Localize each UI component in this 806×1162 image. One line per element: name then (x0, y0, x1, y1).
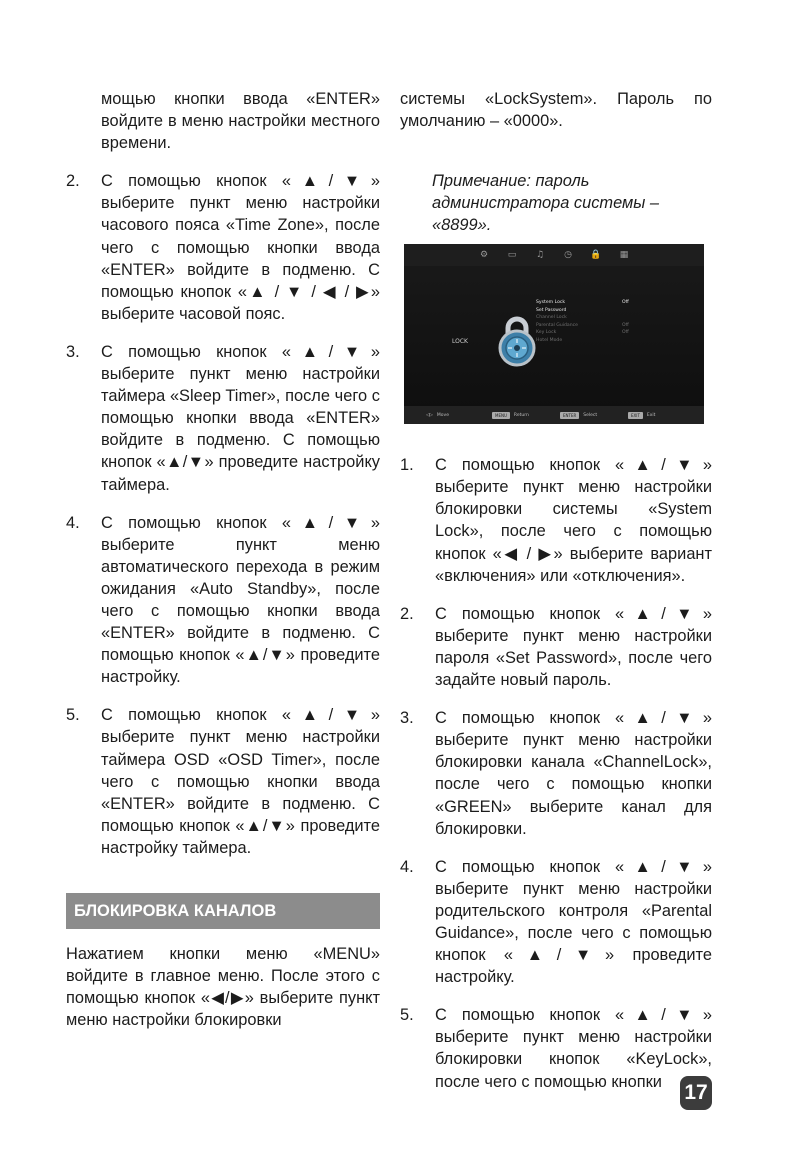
tv-screen-icon: ▭ (507, 250, 517, 261)
list-item-number: 1. (400, 456, 414, 475)
tv-menu-item-hotel-mode[interactable] (536, 337, 646, 345)
list-item-text: С помощью кнопок «▲/▼» выберите пункт меню настройки блокировки кнопок «KeyLock», после чего с помощью кнопки (435, 1006, 712, 1091)
tv-hint-select (560, 412, 597, 419)
tv-menu-item-channel-lock[interactable] (536, 314, 646, 322)
list-item-number: 2. (66, 172, 80, 191)
list-item-text: С помощью кнопок «▲/▼» выберите пункт меню настройки родительского контроля «Parental Guidance», после чего с помощью кнопок «▲/▼» проведите настройку. (435, 857, 712, 987)
tv-menu-item-system-lock[interactable] (536, 299, 646, 307)
tv-menu-item-value (622, 337, 646, 345)
tv-menu-item-label: Set Password (536, 307, 567, 313)
padlock-icon (494, 312, 540, 368)
list-item (400, 1004, 712, 1092)
list-item-text: С помощью кнопок «▲/▼» выберите пункт меню настройки таймера OSD «OSD Timer», после чего с помощью кнопки ввода «ENTER» войдите в подменю. С помощью кнопок «▲/▼» проведите настройку таймера. (101, 706, 380, 857)
tv-sound-icon: ♫ (535, 250, 545, 261)
list-item-number: 3. (66, 342, 80, 361)
tv-menu-item-label: Parental Guidance (536, 322, 578, 328)
tv-menu-item-label: Key Lock (536, 330, 557, 336)
tv-menu-item-key-lock[interactable] (536, 329, 646, 337)
page-number-badge: 17 (680, 1076, 712, 1110)
tv-clock-icon: ◷ (564, 250, 572, 261)
tv-menu-item-value: Off (622, 322, 629, 328)
list-item (66, 341, 380, 496)
section-intro-text: Нажатием кнопки меню «MENU» войдите в главное меню. После этого с помощью кнопок «◀/▶» выберите пункт меню настройки блокировки (66, 945, 380, 1030)
tv-menu-item-value (622, 307, 646, 315)
tv-hint-bar (404, 406, 704, 424)
tv-lock-icon: 🔒 (590, 250, 602, 261)
left-column (66, 88, 380, 1031)
section-heading: БЛОКИРОВКА КАНАЛОВ (66, 893, 380, 929)
tv-menu-item-value (622, 314, 646, 322)
right-column (400, 88, 712, 1109)
list-item-number: 5. (66, 706, 80, 725)
tv-hint-label: Return (513, 412, 529, 418)
tv-move-arrows-icon: ◁▷ (426, 412, 433, 418)
tv-picture-settings-icon: ⚙ (479, 250, 489, 261)
list-item-text: С помощью кнопок «▲/▼» выберите пункт меню настройки пароля «Set Password», после чего задайте новый пароль. (435, 604, 712, 690)
list-item (66, 170, 380, 325)
list-item (66, 704, 380, 859)
tv-menu-item-label: Channel Lock (536, 315, 567, 321)
list-item-text: С помощью кнопок «▲/▼» выберите пункт меню автоматического перехода в режим ожидания «Auto Standby», после чего с помощью кнопки ввода «ENTER» войдите в подменю. С помощью кнопок «▲/▼» проведите настройку. (101, 513, 380, 687)
list-item (66, 512, 380, 689)
list-item-text: С помощью кнопок «▲/▼» выберите пункт меню настройки блокировки канала «ChannelLock», после чего с помощью кнопки «GREEN» выберите канал для блокировки. (435, 709, 712, 838)
list-item (400, 707, 712, 840)
list-item-text: С помощью кнопок «▲/▼» выберите пункт меню настройки часового пояса «Time Zone», после чего с помощью кнопки ввода «ENTER» войдите в подменю. С помощью кнопок «▲ / ▼ / ◀ / ▶» выберите часовой пояс. (101, 172, 380, 323)
list-item-number: 3. (400, 709, 414, 728)
left-intro-text: мощью кнопки ввода «ENTER» войдите в меню настройки местного времени. (101, 90, 380, 153)
tv-menu-item-value: Off (622, 300, 629, 306)
list-item (400, 603, 712, 691)
right-intro-text: системы «LockSystem». Пароль по умолчанию – «0000». (400, 90, 712, 131)
tv-menu-item-set-password[interactable] (536, 307, 646, 315)
list-item (400, 454, 712, 587)
list-item (400, 856, 712, 989)
tv-lock-menu-list (536, 299, 646, 344)
list-item-text: С помощью кнопок «▲/▼» выберите пункт меню настройки блокировки системы «System Lock», после чего с помощью кнопок «◀ / ▶» выберите вариант «включения» или «отключения». (435, 456, 712, 585)
tv-hint-move (426, 413, 449, 418)
tv-hint-return (492, 412, 529, 419)
tv-menu-item-label: System Lock (536, 300, 566, 306)
tv-hint-label: Select (583, 412, 598, 418)
list-item-number: 4. (400, 857, 414, 876)
list-item-number: 5. (400, 1006, 414, 1025)
tv-menu-item-label: Hotel Mode (536, 337, 563, 343)
tv-hint-label: Move (436, 412, 449, 418)
tv-lock-menu-screenshot (404, 244, 704, 424)
tv-hint-exit (628, 412, 655, 419)
tv-enter-key: ENTER (560, 412, 579, 419)
tv-menu-top-bar (404, 244, 704, 266)
tv-menu-item-value: Off (622, 330, 629, 336)
tv-setup-icon: ▦ (619, 250, 629, 261)
tv-menu-item-parental-guidance[interactable] (536, 322, 646, 330)
tv-menu-key: MENU (492, 412, 510, 419)
tv-exit-key: EXIT (628, 412, 643, 419)
tv-hint-label: Exit (646, 412, 656, 418)
tv-lock-label: LOCK (452, 338, 468, 346)
admin-password-note: Примечание: пароль администратора системы – «8899». (432, 172, 659, 235)
list-item-number: 2. (400, 604, 414, 623)
list-item-text: С помощью кнопок «▲/▼» выберите пункт меню настройки таймера «Sleep Timer», после чего с помощью кнопки ввода «ENTER» войдите в подменю. С помощью кнопок «▲/▼» проведите настройку таймера. (101, 342, 380, 494)
list-item-number: 4. (66, 513, 80, 532)
